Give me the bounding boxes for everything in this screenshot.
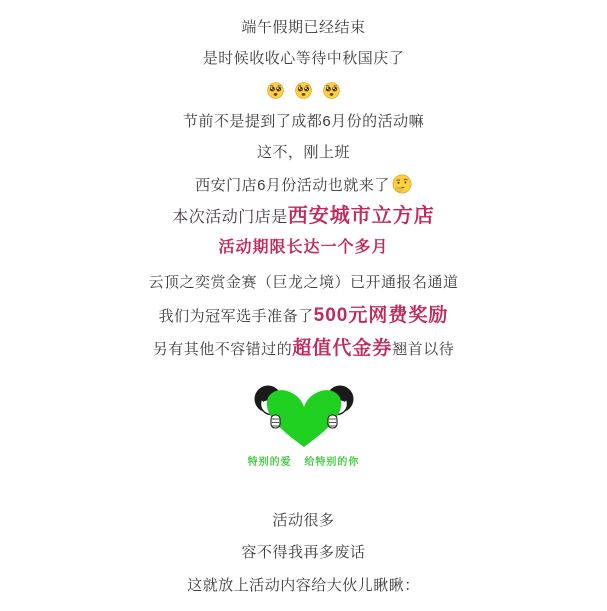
pleading-face-emoji [295,82,312,99]
line-chengdu-june: 节前不是提到了成都6月份的活动嘛 [182,113,425,130]
line-no-nonsense: 容不得我再多废话 [241,544,366,561]
line-prize [0,303,607,330]
voucher-highlight: 超值代金券 [292,338,393,359]
store-prefix: 本次活动门店是 [172,209,288,226]
prize-highlight: 500元网费奖励 [313,305,449,326]
line-wait-midautumn: 是时候收收心等待中秋国庆了 [202,50,405,67]
line-store-announcement [0,203,607,231]
line-show-content: 这就放上活动内容给大伙儿瞅瞅： [187,577,420,594]
pleading-face-emoji [323,82,340,99]
line-xian-june-text: 西安门店6月份活动也就来了 [195,177,390,194]
line-tournament: 云顶之奕赏金赛（巨龙之境）已开通报名通道 [148,274,459,291]
pleading-face-emoji [267,82,284,99]
line-just-back: 这不，刚上班 [256,144,350,161]
line-many-events: 活动很多 [272,512,335,529]
heart-illustration [0,384,607,468]
line-voucher [0,336,607,363]
heart-caption: 特别的爱 给特别的你 [247,457,360,468]
prize-prefix: 我们为冠军选手准备了 [158,308,314,325]
line-duration: 活动期限长达一个多月 [218,239,389,256]
store-name-highlight: 西安城市立方店 [287,205,435,227]
voucher-prefix: 另有其他不容错过的 [152,341,293,358]
thinking-face-emoji [392,174,412,194]
voucher-suffix: 翘首以待 [392,341,455,358]
green-heart-image [243,384,365,450]
line-holiday-end: 端午假期已经结束 [241,19,366,36]
emoji-row [0,79,607,101]
line-xian-june [0,174,607,197]
